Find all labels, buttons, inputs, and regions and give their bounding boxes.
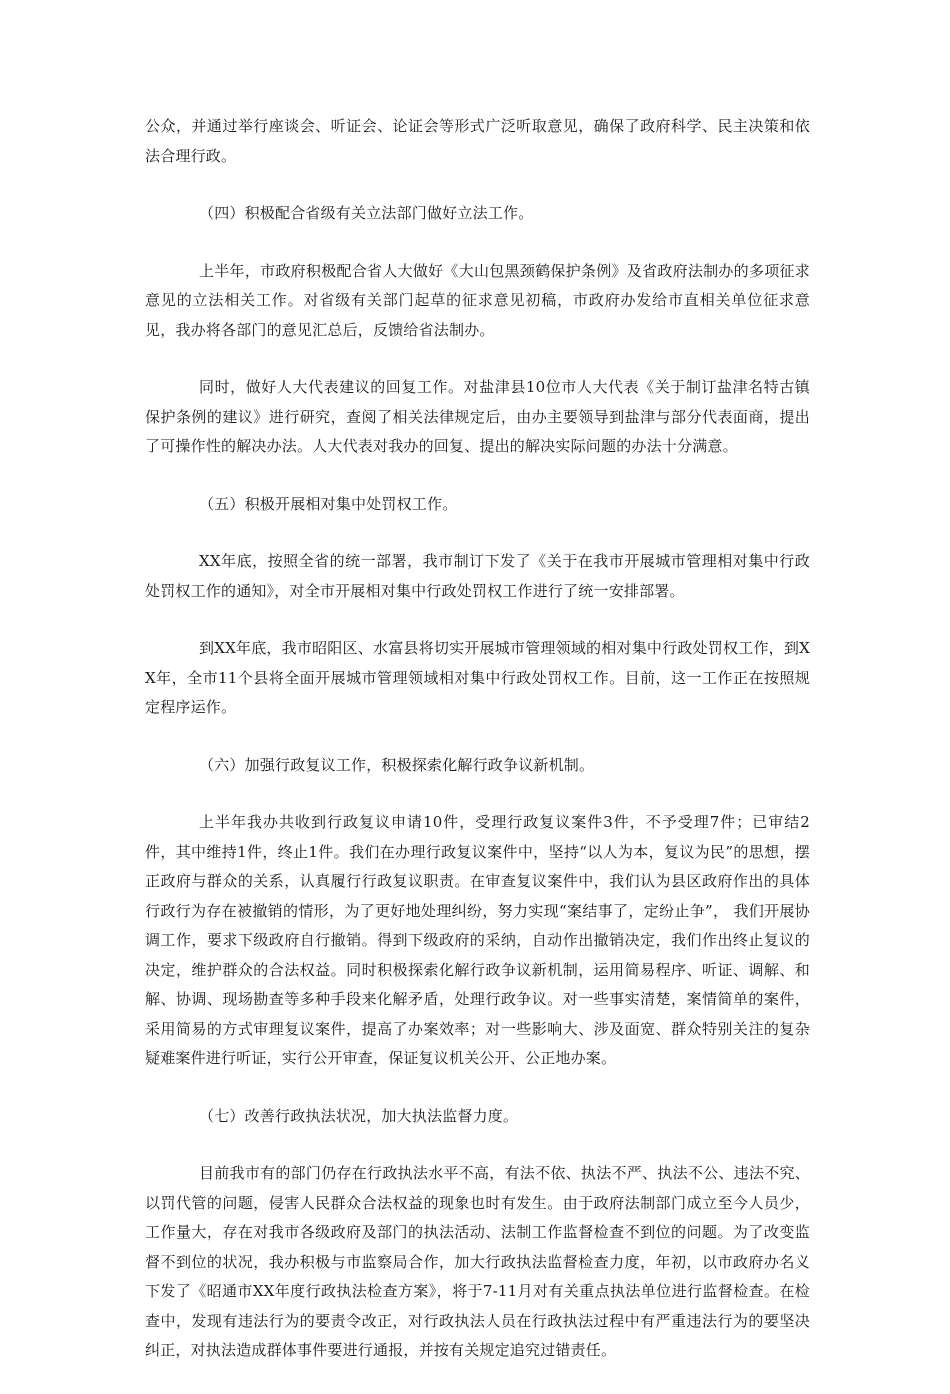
- section-heading-6: （六）加强行政复议工作，积极探索化解行政争议新机制。: [199, 755, 595, 774]
- paragraph: 目前我市有的部门仍存在行政执法水平不高，有法不依、执法不严、执法不公、违法不究、以罚代管的问题，侵害人民群众合法权益的现象也时有发生。由于政府法制部门成立至今人员少，工作量大，存在对我市各级政府及部门的执法活动、法制工作监督检查不到位的问题。为了改变监督不到位的状况，我办积极与市监察局合作，加大行政执法监督检查力度，年初，以市政府办名义下发了《昭通市XX年度行政执法检查方案》，将于7-11月对有关重点执法单位进行监督检查。在检查中，发现有违法行为的要责令改正，对行政执法人员在行政执法过程中有严重违法行为的要坚决纠正，对执法造成群体事件要进行通报，并按有关规定追究过错责任。: [145, 1164, 810, 1359]
- document-body: [145, 112, 810, 1394]
- paragraph: 同时，做好人大代表建议的回复工作。对盐津县10位市人大代表《关于制订盐津名特古镇保护条例的建议》进行研究，查阅了相关法律规定后，由办主要领导到盐津与部分代表面商，提出了可操作性的解决办法。人大代表对我办的回复、提出的解决实际问题的办法十分满意。: [145, 378, 810, 455]
- paragraph: XX年底，按照全省的统一部署，我市制订下发了《关于在我市开展城市管理相对集中行政处罚权工作的通知》，对全市开展相对集中行政处罚权工作进行了统一安排部署。: [145, 552, 810, 600]
- section-heading-7: （七）改善行政执法状况，加大执法监督力度。: [199, 1106, 519, 1125]
- paragraph: 上半年我办共收到行政复议申请10件，受理行政复议案件3件，不予受理7件；已审结2件，其中维持1件，终止1件。我们在办理行政复议案件中，坚持“以人为本，复议为民”的思想，摆正政府与群众的关系，认真履行行政复议职责。在审查复议案件中，我们认为县区政府作出的具体行政行为存在被撤销的情形，为了更好地处理纠纷，努力实现“案结事了，定纷止争”， 我们开展协调工作，要求下级政府自行撤销。得到下级政府的采纳，自动作出撤销决定，我们作出终止复议的决定，维护群众的合法权益。同时积极探索化解行政争议新机制，运用简易程序、听证、调解、和解、协调、现场勘查等多种手段来化解矛盾，处理行政争议。对一些事实清楚，案情简单的案件，采用简易的方式审理复议案件，提高了办案效率；对一些影响大、涉及面宽、群众特别关注的复杂疑难案件进行听证，实行公开审查，保证复议机关公开、公正地办案。: [145, 813, 810, 1067]
- paragraph: 上半年，市政府积极配合省人大做好《大山包黑颈鹤保护条例》及省政府法制办的多项征求意见的立法相关工作。对省级有关部门起草的征求意见初稿，市政府办发给市直相关单位征求意见，我办将各部门的意见汇总后，反馈给省法制办。: [145, 261, 810, 339]
- paragraph: 到XX年底，我市昭阳区、水富县将切实开展城市管理领域的相对集中行政处罚权工作，到XX年，全市11个县将全面开展城市管理领域相对集中行政处罚权工作。目前，这一工作正在按照规定程序运作。: [145, 639, 810, 716]
- section-heading-4: （四）积极配合省级有关立法部门做好立法工作。: [199, 204, 534, 222]
- section-heading-5: （五）积极开展相对集中处罚权工作。: [199, 494, 458, 513]
- paragraph-continued: 公众，并通过举行座谈会、听证会、论证会等形式广泛听取意见，确保了政府科学、民主决策和依法合理行政。: [145, 117, 810, 165]
